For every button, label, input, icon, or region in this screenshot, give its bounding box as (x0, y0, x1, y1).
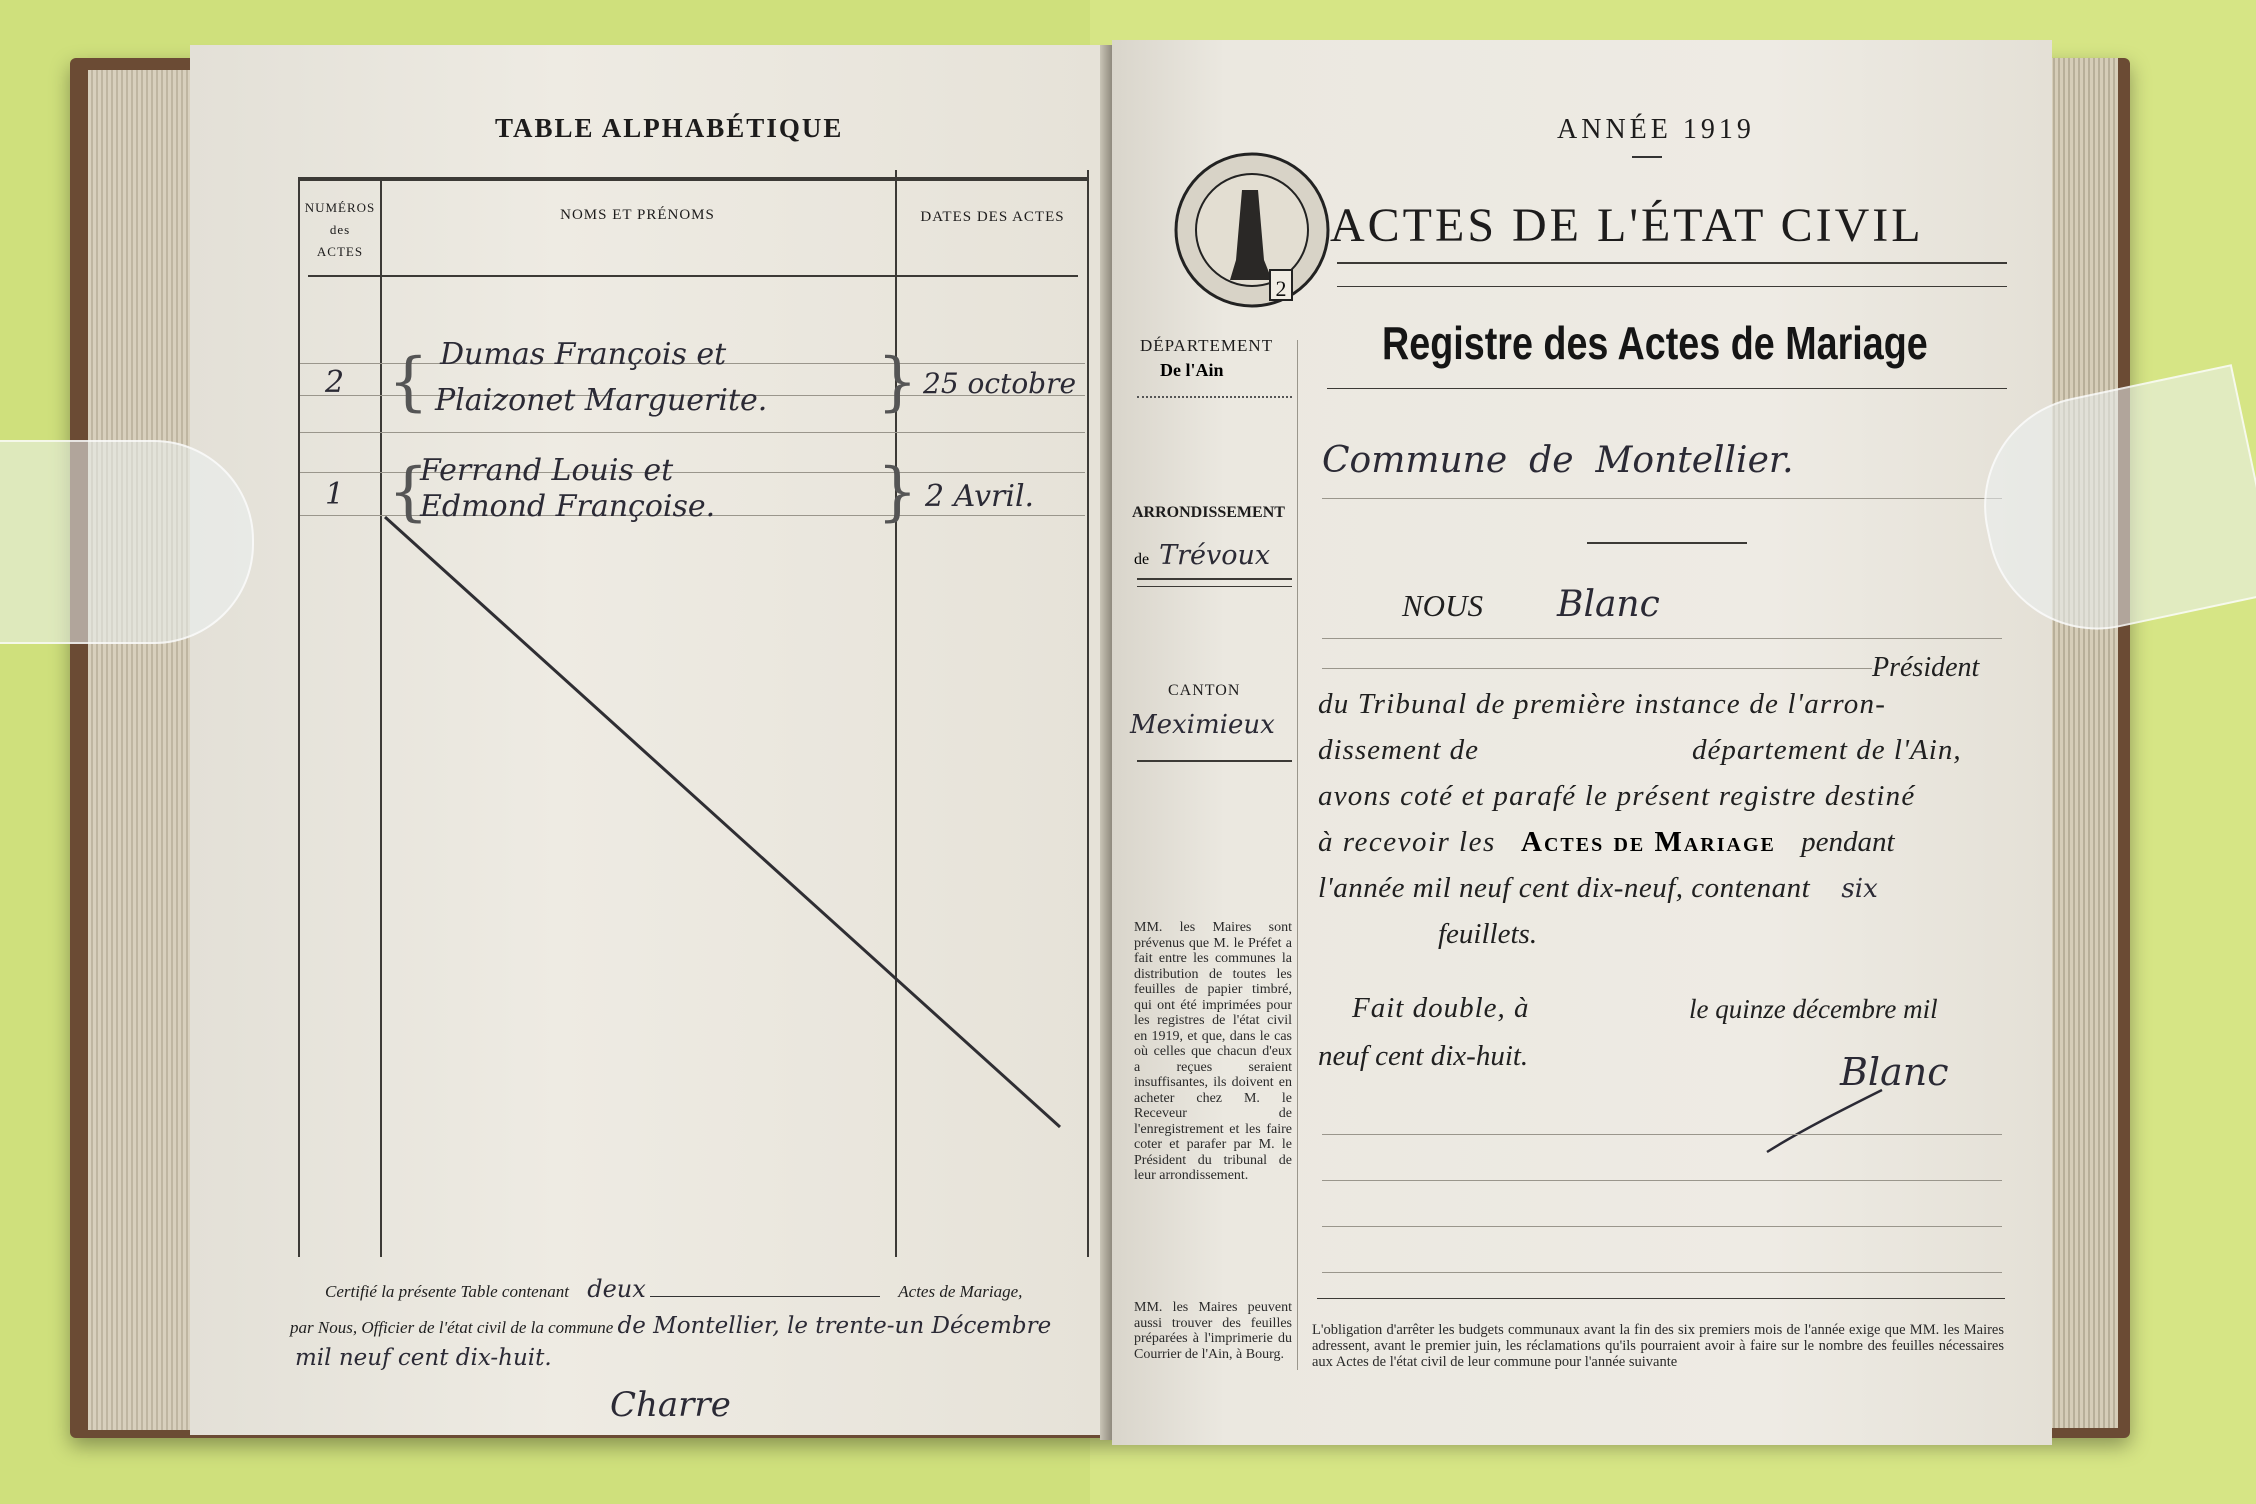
para-line-5a: l'année mil neuf cent dix-neuf, contenant (1318, 872, 1811, 904)
date-line-2: neuf cent dix-huit. (1318, 1040, 1529, 1072)
title-rule (1327, 388, 2007, 389)
canton-rule (1137, 760, 1292, 762)
nous-label: NOUS (1402, 588, 1483, 623)
date-line: le quinze décembre mil (1689, 994, 1938, 1024)
year-ornament (1632, 156, 1662, 158)
row-1-numero: 2 (325, 365, 345, 400)
blank-rule (1322, 1134, 2002, 1135)
arrondissement-value: Trévoux (1159, 540, 1271, 571)
row-1-date: 25 octobre (923, 367, 1077, 400)
commune-label: Commune (1322, 440, 1508, 481)
para-line-4a: à recevoir les (1318, 826, 1496, 858)
para-line-6: feuillets. (1438, 918, 1538, 950)
departement-label: DÉPARTEMENT (1140, 336, 1274, 355)
arrondissement-rule (1137, 578, 1292, 580)
para-line-3: avons coté et parafé le présent registre destiné (1318, 780, 1916, 812)
para-line-5 (1318, 872, 1878, 905)
departement-value: De l'Ain (1160, 360, 1224, 380)
margin-rule (1297, 340, 1298, 1370)
para-line-5-hand: six (1841, 874, 1878, 904)
commune-rule (1322, 498, 2002, 499)
cert-prefix: Certifié la présente Table contenant (325, 1282, 569, 1301)
margin-note-1: MM. les Maires sont prévenus que M. le Préfet a fait entre les communes la distribution de toutes les feuilles de papier timbré, qui ont été imprimées pour les registres de l'état civil en 1919, et que, dans le cas où celles que chacun d'eux a reçues seraient insuffisantes, ils doivent en acheter chez M. le Receveur de l'enregistrement et les faire coter et parafer par M. le Président du tribunal de leur arrondissement. (1134, 920, 1292, 1183)
main-heading: ACTES DE L'ÉTAT CIVIL (1330, 199, 1924, 252)
departement-wavy (1137, 396, 1292, 398)
row-1-name-1: Dumas François et (440, 337, 727, 372)
left-page-clip (0, 440, 254, 644)
left-page-edges (88, 70, 198, 1430)
row-2-numero: 1 (325, 477, 345, 512)
row-2-date: 2 Avril. (925, 479, 1035, 514)
cert-commune-hand: de Montellier, le trente-un Décembre (617, 1313, 1052, 1339)
nous-value: Blanc (1557, 584, 1660, 625)
margin-note-2: MM. les Maires peuvent aussi trouver des feuilles préparées à l'imprimerie du Courrier de l'Ain, à Bourg. (1134, 1300, 1292, 1362)
cert-suffix: Actes de Mariage, (898, 1282, 1023, 1301)
cert-count: deux (587, 1275, 646, 1303)
col-header-noms: NOMS ET PRÉNOMS (560, 207, 715, 223)
commune-value: Montellier. (1595, 440, 1794, 481)
ornament-rule (1587, 542, 1747, 544)
commune-prefix: de (1529, 440, 1574, 481)
para-line-2a: dissement de (1318, 734, 1479, 766)
certification-line-2 (290, 1313, 1110, 1339)
year-heading: ANNÉE 1919 (1557, 114, 1755, 145)
blank-rule (1322, 1226, 2002, 1227)
arrondissement-label: ARRONDISSEMENT (1132, 504, 1285, 521)
footer-note: L'obligation d'arrêter les budgets communaux avant la fin des six premiers mois de l'année exige que MM. les Maires adressent, avant le premier juin, les réclamations qu'ils pourraient avoir à faire sur le nombre des feuilles nécessaires aux Actes de l'état civil de leur commune pour l'année suivante (1312, 1322, 2004, 1370)
left-page (190, 45, 1110, 1435)
commune-line (1322, 440, 2002, 481)
certification-line-3: mil neuf cent dix-huit. (295, 1345, 552, 1371)
table-title: TABLE ALPHABÉTIQUE (495, 113, 844, 143)
para-line-4 (1318, 826, 1895, 859)
footer-rule (1317, 1298, 2005, 1299)
arrondissement-rule-2 (1137, 586, 1292, 587)
signature-flourish (1762, 1080, 1922, 1160)
republic-seal-icon (1172, 150, 1332, 310)
row-2-brace: { (388, 455, 429, 529)
canton-value: Meximieux (1130, 710, 1275, 740)
nous-rule (1322, 638, 2002, 639)
president-signature: Blanc (1840, 1050, 1949, 1094)
heading-rule (1337, 262, 2007, 264)
right-page (1112, 40, 2052, 1445)
arrondissement-prefix: de (1134, 551, 1150, 568)
row-2-name-1: Ferrand Louis et (420, 453, 674, 488)
numeros-line-3: ACTES (316, 244, 364, 259)
heading-rule-2 (1337, 286, 2007, 287)
blank-rule (1322, 1272, 2002, 1273)
para-line-4c: pendant (1801, 826, 1895, 858)
arrondissement-line (1134, 540, 1270, 571)
blank-rule (1322, 1180, 2002, 1181)
row-1-brace-right: } (877, 345, 918, 419)
para-line-1: du Tribunal de première instance de l'arron- (1318, 688, 1887, 720)
numeros-line-2: des (329, 222, 351, 237)
cert-prefix-2: par Nous, Officier de l'état civil de la commune (290, 1318, 614, 1337)
col-header-dates: DATES DES ACTES (920, 209, 1065, 225)
president-label: Président (1872, 652, 1980, 683)
cert-blank (650, 1296, 880, 1297)
row-1-brace: { (388, 345, 429, 419)
register-title: Registre des Actes de Mariage (1382, 317, 1928, 369)
row-1-name-2: Plaizonet Marguerite. (435, 383, 768, 418)
para-line-2b: département de l'Ain, (1692, 734, 1962, 766)
strike-through-diagonal (190, 45, 1110, 1435)
certification-line-1 (325, 1275, 1105, 1303)
row-2-name-2: Edmond Françoise. (420, 489, 716, 524)
row-2-brace-right: } (877, 455, 918, 529)
para-line-4b: Actes de Mariage (1521, 826, 1776, 858)
canton-label: CANTON (1168, 682, 1241, 699)
numeros-line-1: NUMÉROS (304, 200, 376, 215)
nous-rule-2 (1322, 668, 1872, 669)
seal-stamp-value: 2 (1275, 276, 1287, 301)
fait-double: Fait double, à (1352, 992, 1530, 1024)
officer-signature: Charre (610, 1385, 731, 1425)
